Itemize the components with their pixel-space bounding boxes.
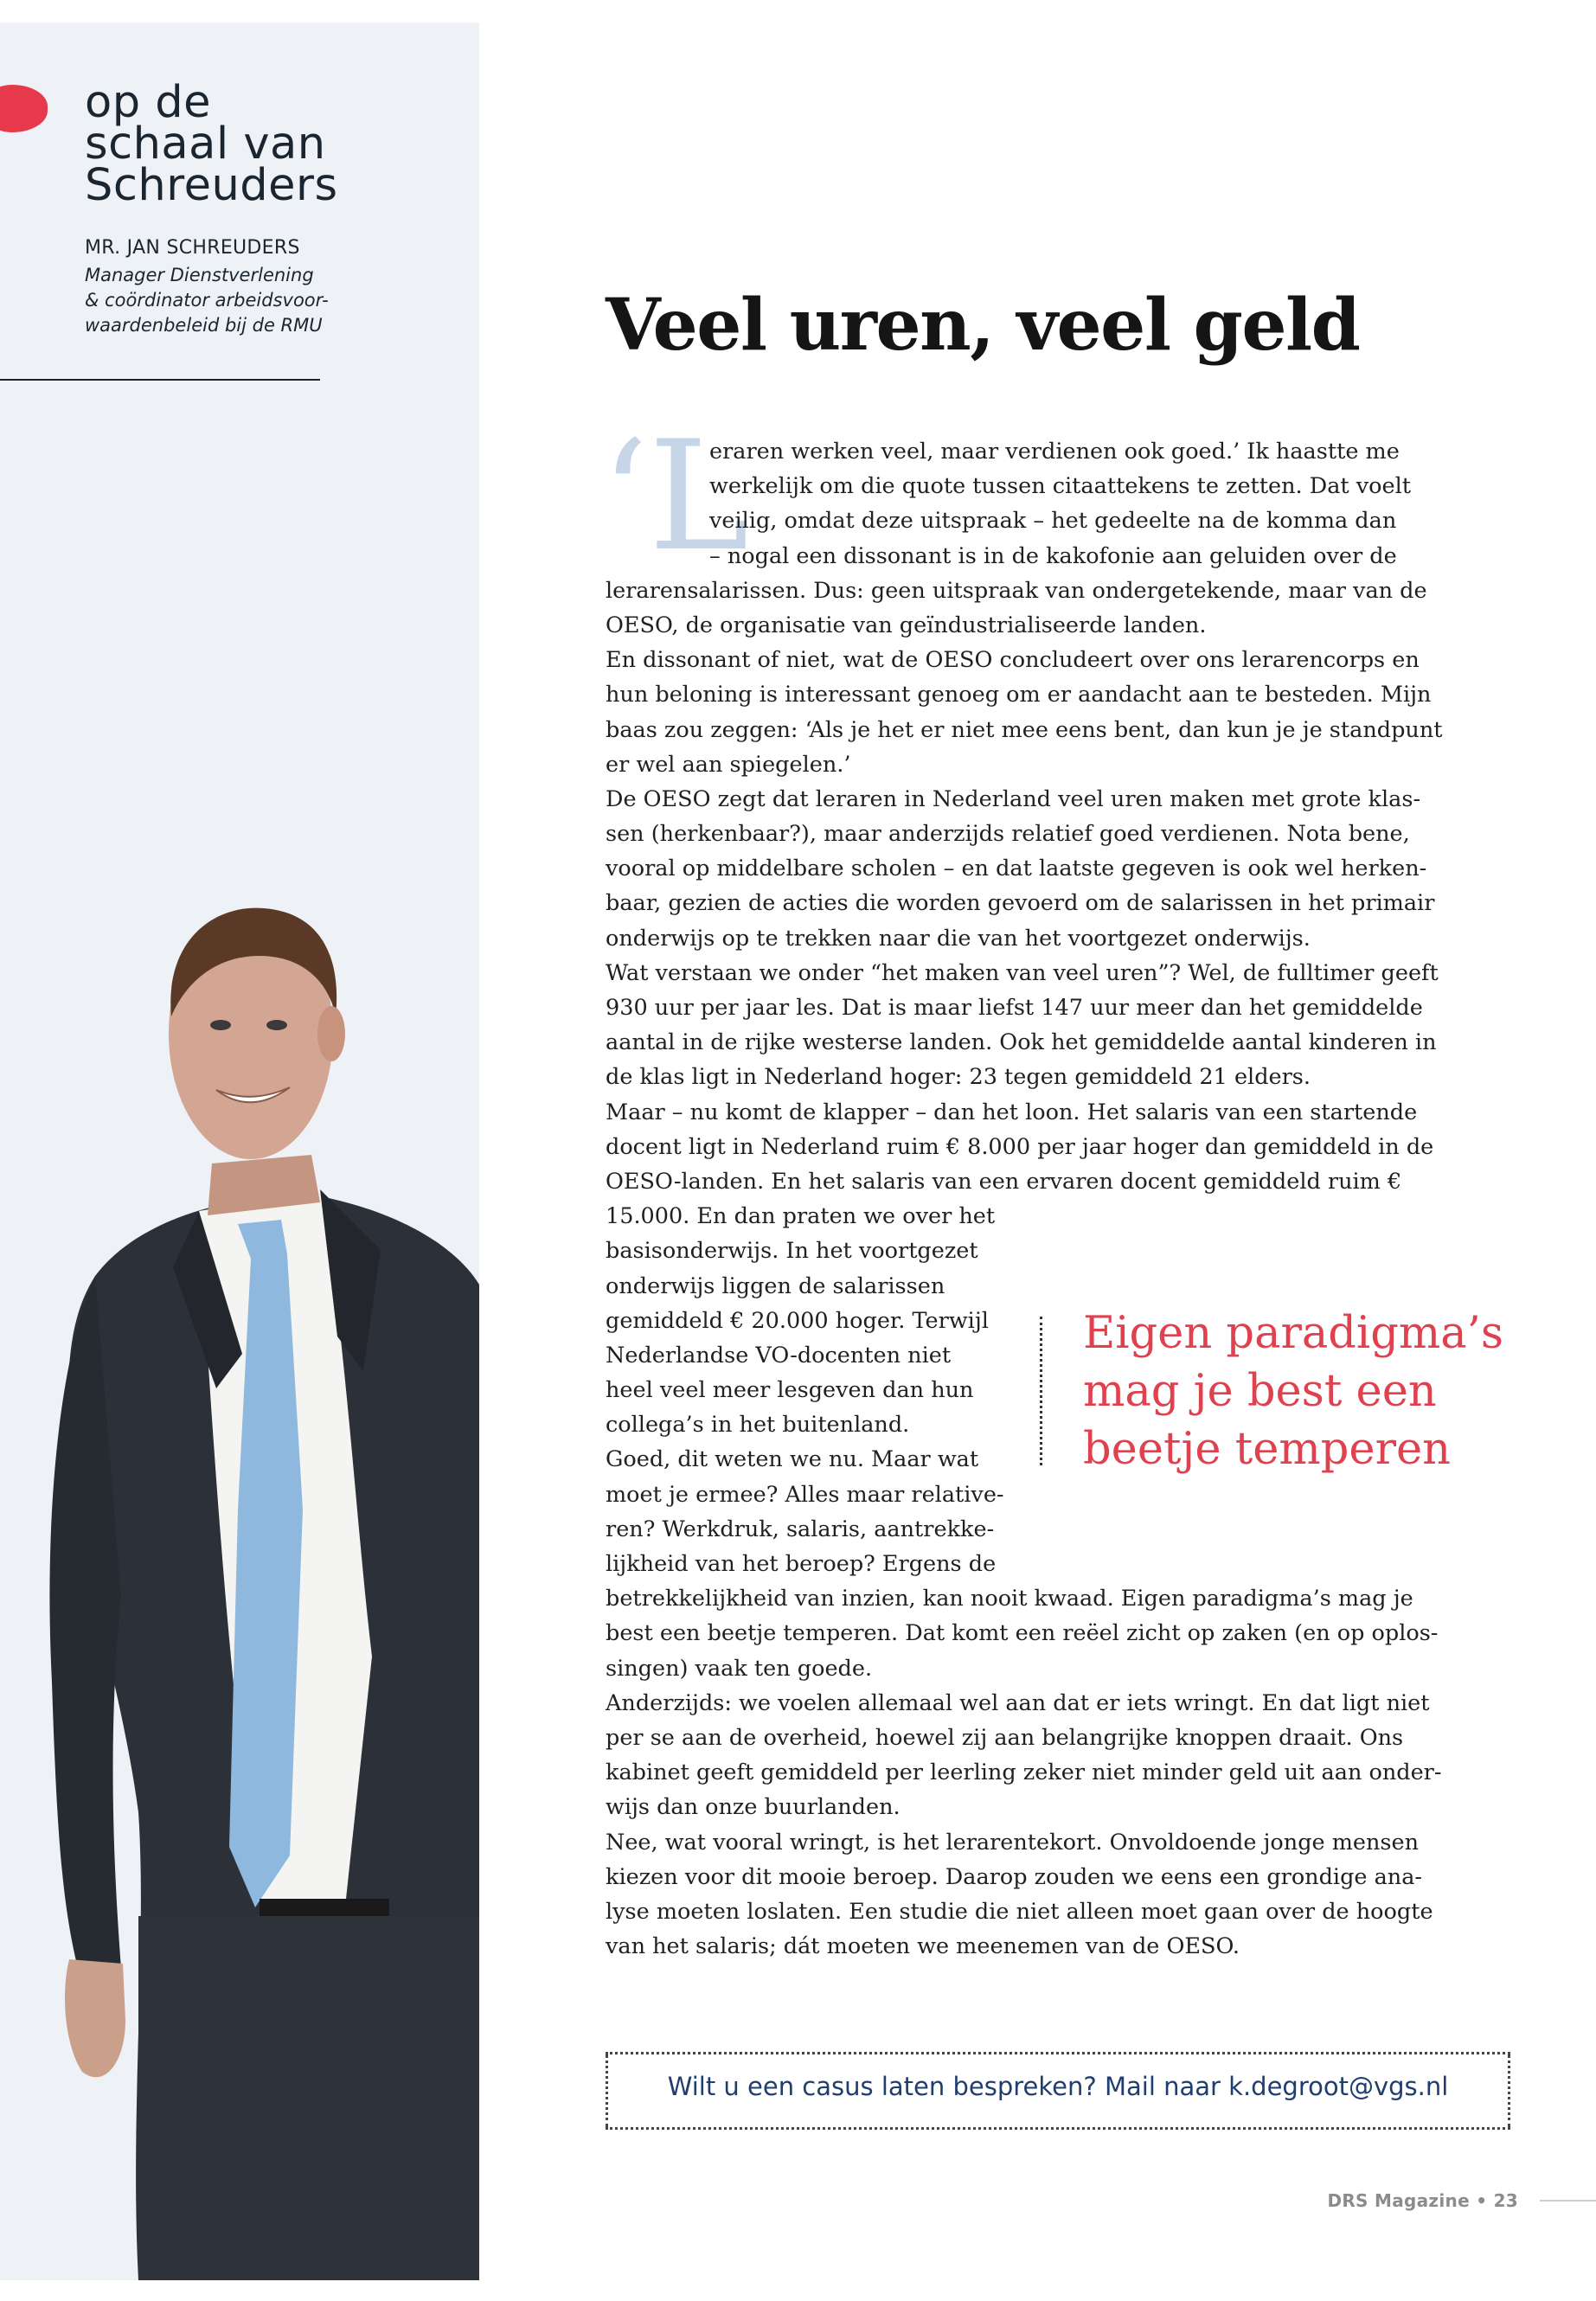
- article-line: lerarensalarissen. Dus: geen uitspraak van ondergetekende, maar van de: [606, 577, 1427, 604]
- article-line: werkelijk om die quote tussen citaattekens te zetten. Dat voelt: [709, 473, 1412, 500]
- article-line: docent ligt in Nederland ruim € 8.000 per jaar hoger dan gemiddeld in de: [606, 1133, 1434, 1160]
- article-line: collega’s in het buitenland.: [606, 1412, 910, 1439]
- pull-quote-rule: [1040, 1317, 1042, 1465]
- article-line: basisonderwijs. In het voortgezet: [606, 1238, 978, 1265]
- portrait-eye: [210, 1020, 231, 1030]
- column-title-line: op de: [85, 77, 212, 128]
- article-line: eraren werken veel, maar verdienen ook goed.’ Ik haastte me: [709, 439, 1400, 465]
- article-line: kiezen voor dit mooie beroep. Daarop zouden we eens een grondige ana-: [606, 1863, 1423, 1890]
- article-line: baas zou zeggen: ‘Als je het er niet mee eens bent, dan kun je je standpunt: [606, 716, 1443, 743]
- column-title-line: schaal van: [85, 119, 326, 170]
- pull-quote-line: Eigen paradigma’s: [1083, 1308, 1504, 1359]
- article-line: lijkheid van het beroep? Ergens de: [606, 1551, 997, 1577]
- article-line: Anderzijds: we voelen allemaal wel aan dat er iets wringt. En dat ligt niet: [606, 1689, 1430, 1716]
- article-line: De OESO zegt dat leraren in Nederland veel uren maken met grote klas-: [606, 785, 1421, 812]
- article-line: best een beetje temperen. Dat komt een reëel zicht op zaken (en op oplos-: [606, 1620, 1439, 1647]
- article-line: sen (herkenbaar?), maar anderzijds relatief goed verdienen. Nota bene,: [606, 821, 1410, 848]
- article-line: onderwijs liggen de salarissen: [606, 1272, 945, 1299]
- article-line: wijs dan onze buurlanden.: [606, 1794, 901, 1821]
- pull-quote-line: mag je best een: [1083, 1366, 1437, 1417]
- author-role-line: waardenbeleid bij de RMU: [85, 315, 323, 336]
- article-line: Maar – nu komt de klapper – dan het loon. Het salaris van een startende: [606, 1099, 1418, 1125]
- article-line: Nee, wat vooral wringt, is het lerarentekort. Onvoldoende jonge mensen: [606, 1829, 1420, 1856]
- article-line: kabinet geeft gemiddeld per leerling zeker niet minder geld uit aan onder-: [606, 1759, 1442, 1786]
- article-line: – nogal een dissonant is in de kakofonie aan geluiden over de: [709, 542, 1397, 569]
- footer-magazine: DRS Magazine: [1327, 2190, 1470, 2211]
- article-line: OESO-landen. En het salaris van een ervaren docent gemiddeld ruim €: [606, 1168, 1402, 1195]
- portrait-eye: [266, 1020, 287, 1030]
- portrait-belt: [260, 1899, 389, 1918]
- article-line: vooral op middelbare scholen – en dat laatste gegeven is ook wel herken-: [606, 856, 1427, 882]
- article-line: OESO, de organisatie van geïndustrialiseerde landen.: [606, 612, 1207, 638]
- article-line: van het salaris; dát moeten we meenemen van de OESO.: [606, 1933, 1240, 1960]
- article-line: er wel aan spiegelen.’: [606, 751, 851, 778]
- article-line: heel veel meer lesgeven dan hun: [606, 1377, 974, 1404]
- article-line: lyse moeten loslaten. Een studie die niet alleen moet gaan over de hoogte: [606, 1898, 1433, 1925]
- cta-box: [606, 2052, 1510, 2130]
- article-line: Wat verstaan we onder “het maken van veel uren”? Wel, de fulltimer geeft: [606, 959, 1439, 986]
- article-line: moet je ermee? Alles maar relative-: [606, 1481, 1004, 1508]
- article-body: [606, 434, 1443, 1964]
- article-line: 15.000. En dan praten we over het: [606, 1203, 996, 1230]
- article-line: En dissonant of niet, wat de OESO concludeert over ons lerarencorps en: [606, 647, 1420, 674]
- author-portrait-photo: [43, 904, 479, 2280]
- author-name: MR. JAN SCHREUDERS: [85, 237, 300, 259]
- article-line: gemiddeld € 20.000 hoger. Terwijl: [606, 1307, 989, 1334]
- article-line: Goed, dit weten we nu. Maar wat: [606, 1446, 979, 1473]
- pull-quote: [1083, 1304, 1533, 1478]
- article-line: onderwijs op te trekken naar die van het voortgezet onderwijs.: [606, 925, 1311, 952]
- article-line: per se aan de overheid, hoewel zij aan belangrijke knoppen draait. Ons: [606, 1724, 1404, 1751]
- portrait-hand: [65, 1959, 125, 2077]
- article-line: veilig, omdat deze uitspraak – het gedeelte na de komma dan: [709, 508, 1397, 535]
- article-line: singen) vaak ten goede.: [606, 1655, 873, 1682]
- article-line: de klas ligt in Nederland hoger: 23 tegen gemiddeld 21 elders.: [606, 1064, 1311, 1091]
- footer-page-number: 23: [1493, 2190, 1518, 2211]
- page-footer: [1327, 2190, 1518, 2211]
- article-line: hun beloning is interessant genoeg om er aandacht aan te besteden. Mijn: [606, 682, 1432, 708]
- article-dropcap: ‘L: [600, 409, 749, 585]
- article-line: Nederlandse VO-docenten niet: [606, 1342, 952, 1368]
- article-line: 930 uur per jaar les. Dat is maar liefst 147 uur meer dan het gemiddelde: [606, 995, 1423, 1021]
- article-headline: Veel uren, veel geld: [606, 284, 1360, 367]
- author-role: [85, 263, 370, 338]
- author-role-line: Manager Dienstverlening: [85, 265, 314, 285]
- footer-rule: [1540, 2200, 1596, 2202]
- footer-separator: •: [1476, 2190, 1488, 2211]
- author-role-line: & coördinator arbeidsvoor-: [85, 290, 329, 311]
- column-title: [85, 77, 338, 211]
- article-line: baar, gezien de acties die worden gevoerd om de salarissen in het primair: [606, 890, 1435, 917]
- column-title-line: Schreuders: [85, 160, 338, 211]
- portrait-ear: [317, 1006, 345, 1061]
- cta-mail-link[interactable]: Wilt u een casus laten bespreken? Mail naar k.degroot@vgs.nl: [667, 2072, 1449, 2101]
- article-line: betrekkelijkheid van inzien, kan nooit kwaad. Eigen paradigma’s mag je: [606, 1586, 1413, 1612]
- portrait-trousers: [138, 1916, 479, 2280]
- article-line: aantal in de rijke westerse landen. Ook het gemiddelde aantal kinderen in: [606, 1029, 1437, 1056]
- pull-quote-line: beetje temperen: [1083, 1424, 1451, 1475]
- sidebar-divider: [0, 379, 320, 381]
- article-line: ren? Werkdruk, salaris, aantrekke-: [606, 1516, 995, 1542]
